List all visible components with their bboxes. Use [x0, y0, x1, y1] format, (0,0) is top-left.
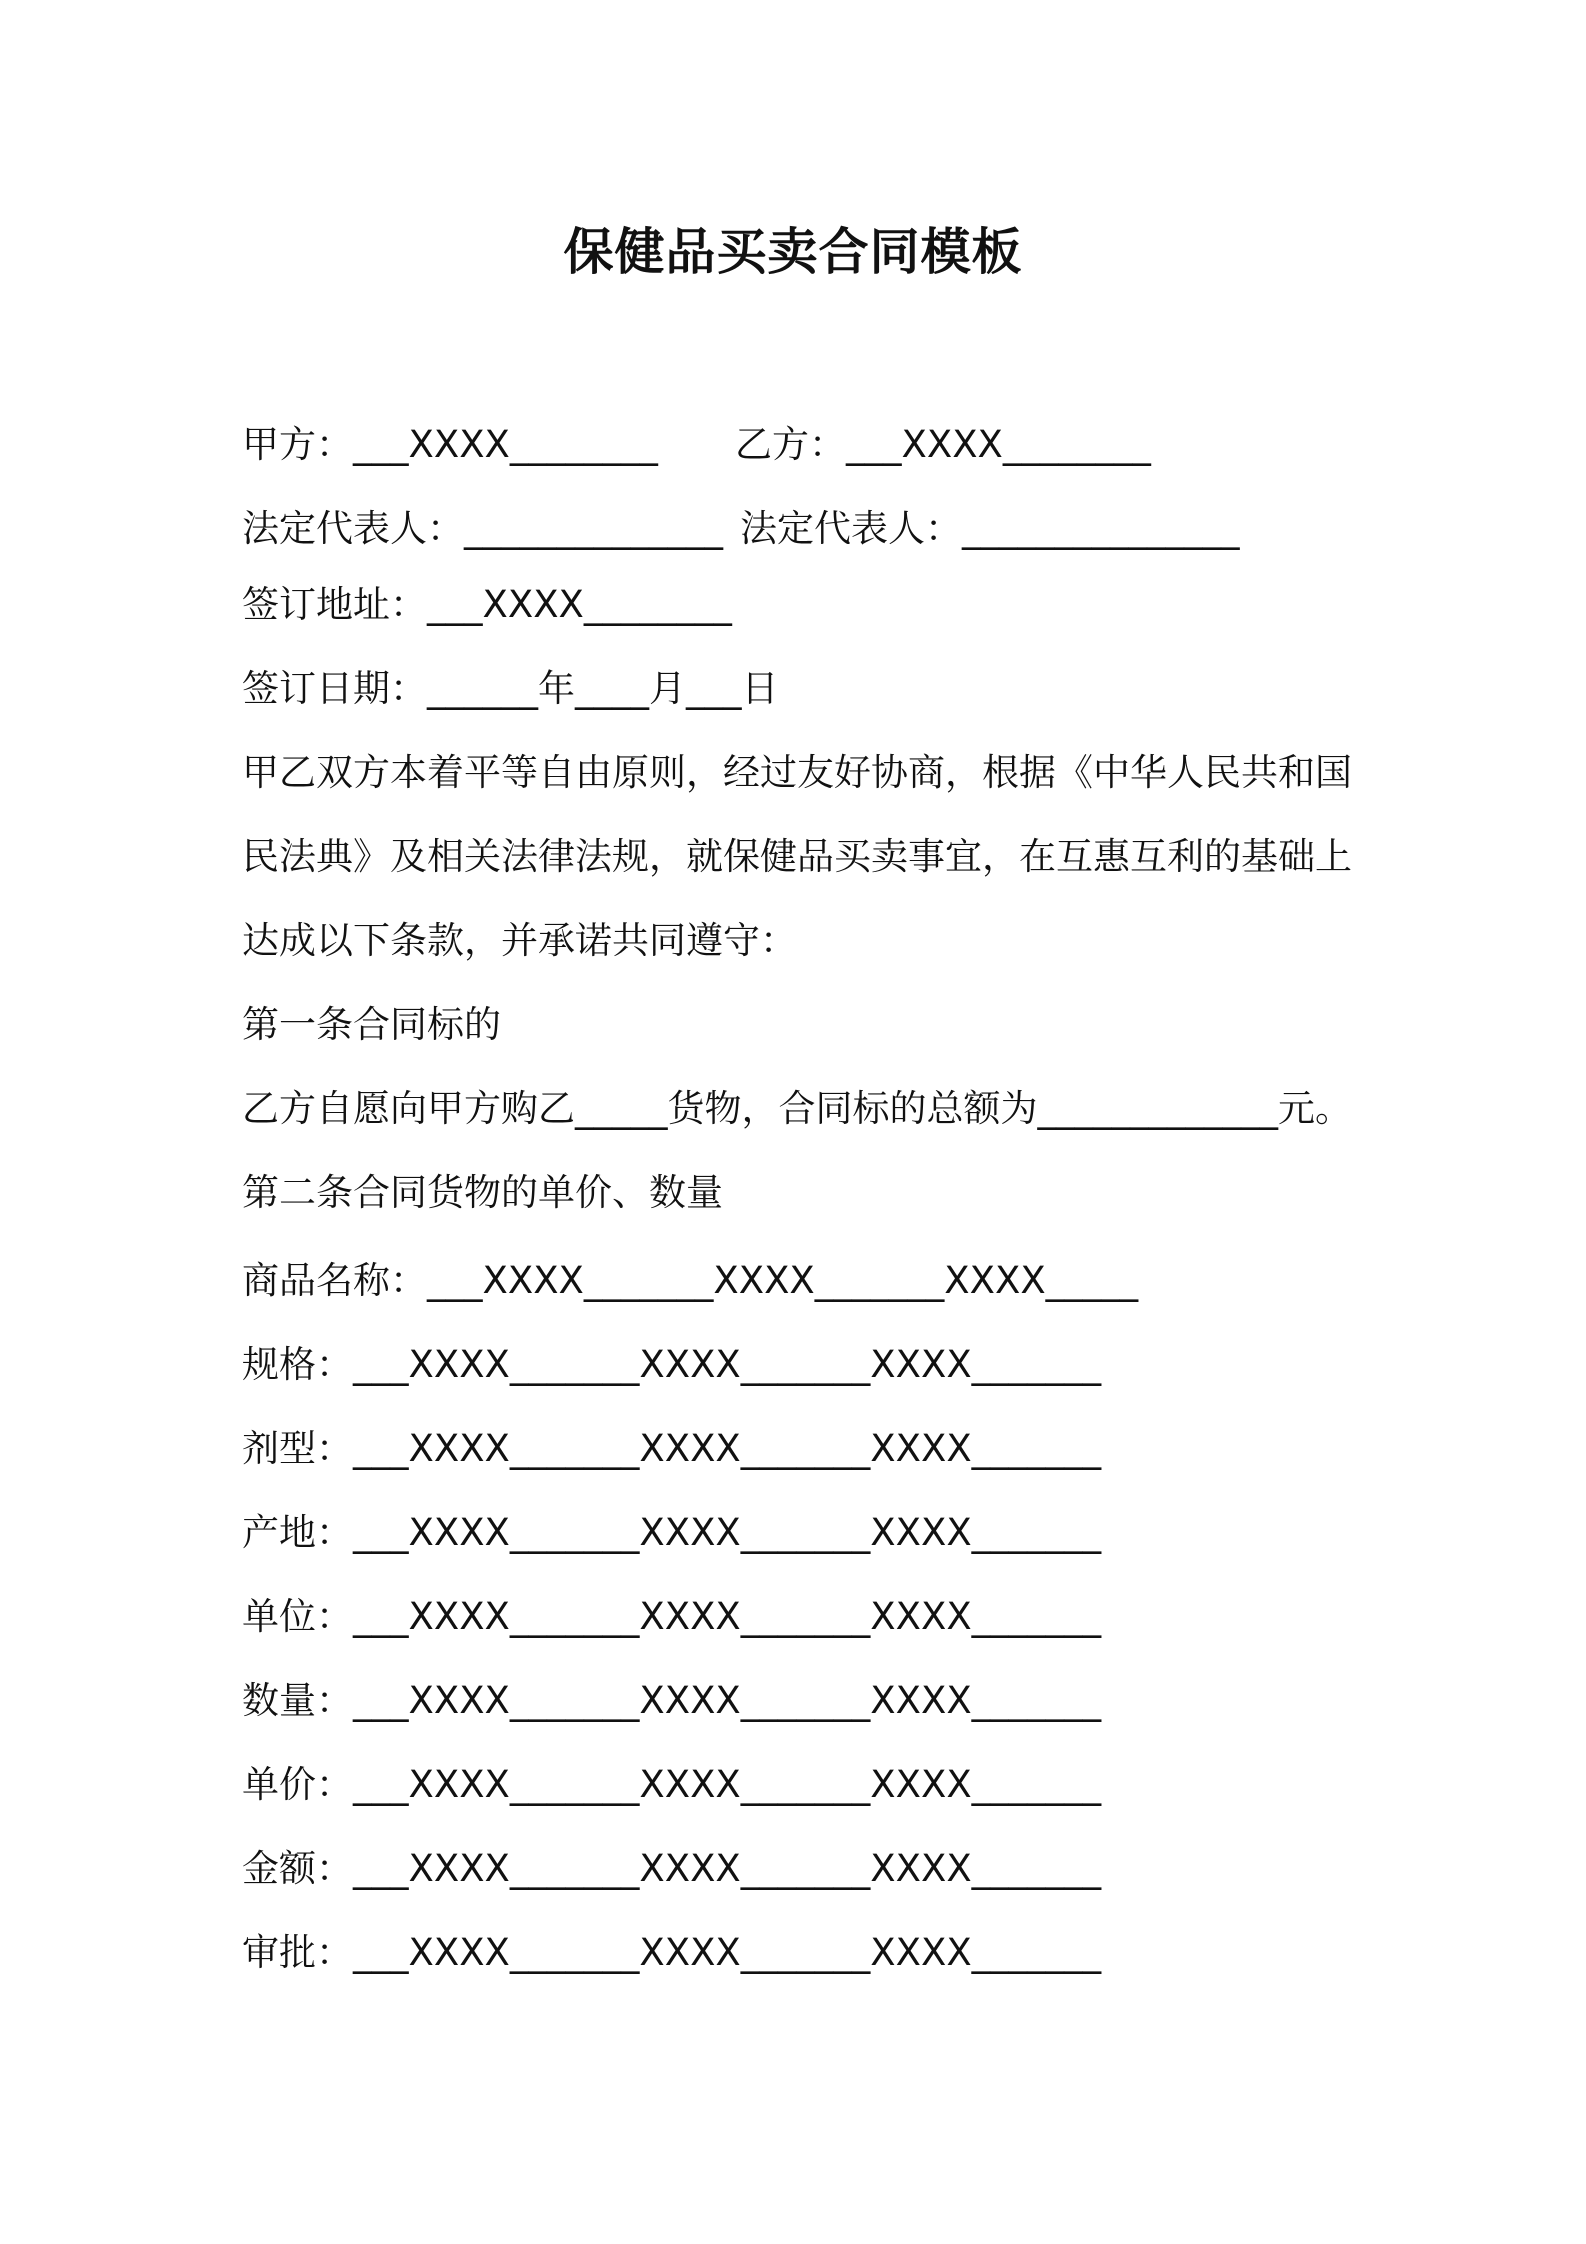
field-unit-price: 单价：___XXXX_______XXXX_______XXXX_______: [242, 1763, 1102, 1806]
party-a-representative-line: 法定代表人：______________: [242, 507, 723, 550]
field-quantity: 数量：___XXXX_______XXXX_______XXXX_______: [242, 1679, 1102, 1722]
field-amount: 金额：___XXXX_______XXXX_______XXXX_______: [242, 1847, 1102, 1890]
document-title: 保健品买卖合同模板: [563, 223, 1023, 281]
intro-line-1: 甲乙双方本着平等自由原则，经过友好协商，根据《中华人民共和国: [242, 751, 1352, 794]
sign-place-line: 签订地址：___XXXX________: [242, 583, 732, 626]
field-dosage-form: 剂型：___XXXX_______XXXX_______XXXX_______: [242, 1427, 1102, 1470]
intro-line-3: 达成以下条款，并承诺共同遵守：: [242, 919, 797, 962]
field-product-name: 商品名称：___XXXX_______XXXX_______XXXX_____: [242, 1259, 1139, 1302]
party-b-representative-line: 法定代表人：_______________: [740, 507, 1240, 550]
party-a-line: 甲方：___XXXX________: [242, 423, 658, 466]
field-specification: 规格：___XXXX_______XXXX_______XXXX_______: [242, 1343, 1102, 1386]
field-origin: 产地：___XXXX_______XXXX_______XXXX_______: [242, 1511, 1102, 1554]
intro-line-2: 民法典》及相关法律法规，就保健品买卖事宜，在互惠互利的基础上: [242, 835, 1352, 878]
article-2-heading: 第二条合同货物的单价、数量: [242, 1171, 723, 1214]
sign-date-line: 签订日期：______年____月___日: [242, 667, 779, 710]
article-1-body: 乙方自愿向甲方购乙_____货物，合同标的总额为_____________元。: [242, 1087, 1352, 1130]
article-1-heading: 第一条合同标的: [242, 1003, 501, 1046]
field-unit: 单位：___XXXX_______XXXX_______XXXX_______: [242, 1595, 1102, 1638]
field-approval: 审批：___XXXX_______XXXX_______XXXX_______: [242, 1931, 1102, 1974]
party-b-line: 乙方：___XXXX________: [735, 423, 1151, 466]
